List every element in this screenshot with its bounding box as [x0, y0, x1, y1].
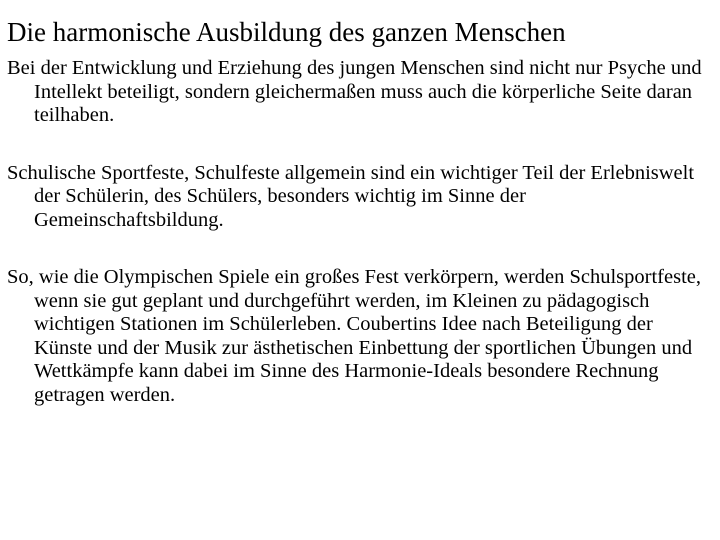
- slide-title: Die harmonische Ausbildung des ganzen Menschen: [7, 17, 566, 47]
- paragraph-sports-festivals: Schulische Sportfeste, Schulfeste allgemein sind ein wichtiger Teil der Erlebniswelt der Schülerin, des Schülers, besonders wichtig im Sinne der Gemeinschaftsbildung.: [7, 161, 695, 231]
- paragraph-olympic-ideal: So, wie die Olympischen Spiele ein großes Fest verkörpern, werden Schulsportfeste, wenn sie gut geplant und durchgeführt werden, im Kleinen zu pädagogisch wichtigen Stationen im Schülerleben. Coubertins Idee nach Beteiligung der Künste und der Musik zur ästhetischen Einbettung der sportlichen Übungen und Wettkämpfe kann dabei im Sinne des Harmonie-Ideals besondere Rechnung getragen werden.: [7, 266, 701, 406]
- paragraph-development: Bei der Entwicklung und Erziehung des jungen Menschen sind nicht nur Psyche und Intellekt beteiligt, sondern gleichermaßen muss auch die körperliche Seite daran teilhaben.: [7, 57, 702, 126]
